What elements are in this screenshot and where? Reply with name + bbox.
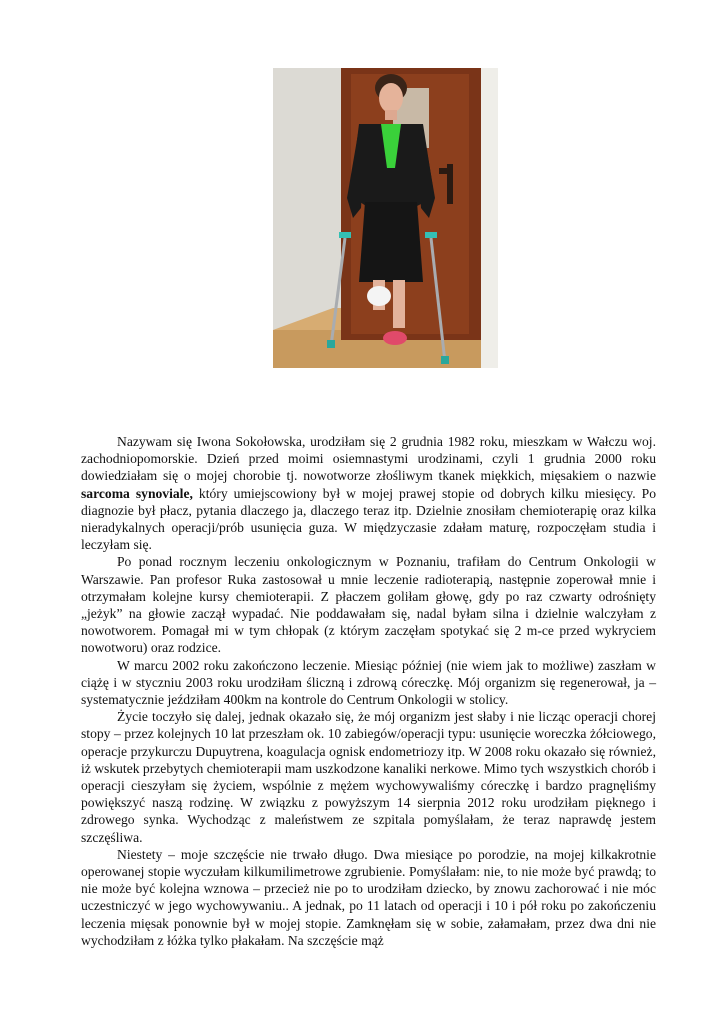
paragraph-5: Niestety – moje szczęście nie trwało długo. Dwa miesiące po porodzie, na mojej kilkakrotnie operowanej stopie wyczułam kilkumilimetrowe zgrubienie. Pomyślałam: nie, to nie może być prawdą; to nie może być kolejna wznowa – przecież nie po to urodziłam dziecko, by znowu zachorować i nie móc uczestniczyć w jego wychowywaniu.. A jednak, po 11 latach od operacji i 10 i pół roku po zakończeniu leczenia mięsak ponownie był w mojej stopie. Zamknęłam się w sobie, załamałam, przez dwa dni nie wychodziłam z łóżka tylko płakałam. Na szczęście mąż [81, 846, 656, 948]
paragraph-1 [81, 433, 656, 553]
photo-illustration [273, 68, 498, 368]
paragraph-3: W marcu 2002 roku zakończono leczenie. Miesiąc później (nie wiem jak to możliwe) zaszłam w ciążę i w styczniu 2003 roku urodziłam śliczną i zdrową córeczkę. Mój organizm się regenerował, ja – systematycznie jeździłam 400km na kontrole do Centrum Onkologii w stolicy. [81, 657, 656, 708]
paragraph-1-after: który umiejscowiony był w mojej prawej stopie od dobrych kilku miesięcy. Po diagnozie był płacz, pytania dlaczego ja, dlaczego teraz itp. Dzielnie znosiłam chemioterapię oraz kilka nieradykalnych operacji/prób usunięcia guza. W międzyczasie zdałam maturę, rozpoczęłam studia i leczyłam się. [81, 485, 656, 553]
story-text [81, 433, 656, 949]
paragraph-2: Po ponad rocznym leczeniu onkologicznym w Poznaniu, trafiłam do Centrum Onkologii w Warszawie. Pan profesor Ruka zastosował u mnie leczenie radioterapią, następnie zoperował mnie i otrzymałam kolejne kursy chemioterapii. Z płaczem goliłam głowę, gdy po raz czwarty odrośnięty „jeżyk” na głowie zaczął wypadać. Nie poddawałam się, nadal byłam silna i dzielnie walczyłam z nowotworem. Pomagał mi w tym chłopak (z którym zaczęłam spotykać się 2 m-ce przed wykryciem nowotworu) oraz rodzice. [81, 554, 656, 656]
diagnosis-name: sarcoma synoviale, [81, 485, 193, 501]
paragraph-4: Życie toczyło się dalej, jednak okazało się, że mój organizm jest słaby i nie licząc operacji chorej stopy – przez kolejnych 10 lat przeszłam ok. 10 zabiegów/operacji typu: usunięcie woreczka żółciowego, operacje przykurczu Dupuytrena, koagulacja ognisk endometriozy itp. W 2008 roku okazało się również, iż wskutek przebytych chemioterapii mam uszkodzone kanaliki nerkowe. Mimo tych wszystkich chorób i operacji cieszyłam się życiem, wspólnie z mężem wychowywaliśmy córeczkę i bardzo pragnęliśmy powiększyć naszą rodzinę. W związku z powyższym 14 sierpnia 2012 roku urodziłam pięknego i zdrowego synka. Wychodząc z maleństwem ze szpitala pomyślałam, że teraz naprawdę jestem szczęśliwa. [81, 709, 656, 845]
paragraph-1-before: Nazywam się Iwona Sokołowska, urodziłam się 2 grudnia 1982 roku, mieszkam w Wałczu woj. zachodniopomorskie. Dzień przed moimi osiemnastymi urodzinami, czyli 1 grudnia 2000 roku dowiedziałam się o mojej chorobie tj. nowotworze złośliwym tkanek miękkich, mięsakiem o nazwie [81, 434, 656, 484]
photo-woman-on-crutches [273, 68, 498, 368]
